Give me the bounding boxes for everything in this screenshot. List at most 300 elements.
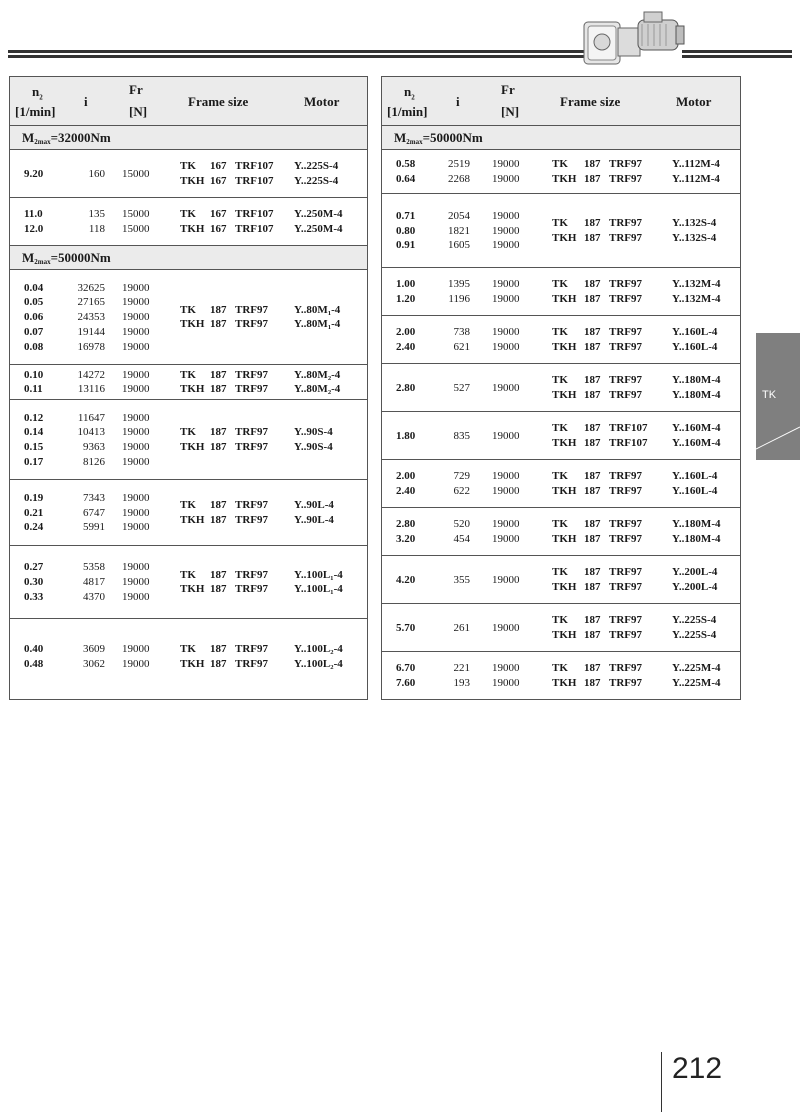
frame-model: TRF97 [609,614,642,627]
frame-number: 187 [584,566,601,579]
frame-number: 187 [584,422,601,435]
ratio-value: 16978 [77,340,105,353]
table-row-group [10,198,367,246]
fr-value-column [492,517,520,546]
frame-type: TKH [552,292,577,305]
fr-value: 19000 [122,426,150,439]
motor-value: Y..100L₁-4 [294,583,343,596]
frame-number: 187 [584,326,601,339]
section-prefix: M [22,130,35,145]
frame-size-column [180,159,274,188]
frame-size-column [180,303,268,332]
n2-value-column [396,277,415,306]
motor-value: Y..90S-4 [294,440,333,453]
table-row-group [10,365,367,400]
frame-model: TRF97 [609,217,642,230]
table-row-group [382,268,740,316]
ratio-value: 520 [453,518,470,531]
frame-type: TK [552,217,568,230]
fr-value: 19000 [122,383,150,396]
section-value: =32000Nm [50,130,111,145]
fr-value: 19000 [492,532,520,545]
header-frame-size: Frame size [560,94,621,109]
motor-value: Y..225S-4 [294,160,339,173]
fr-value-column [492,209,520,253]
header-n2-subscript: 2 [39,93,43,102]
header-motor: Motor [676,94,712,109]
motor-value: Y..160M-4 [672,422,721,435]
fr-value-column [492,325,520,354]
n2-value-column [24,281,43,354]
frame-type: TK [180,568,196,581]
header-n2-unit: [1/min] [387,104,428,119]
frame-size-column [552,469,642,498]
section-value: =50000Nm [422,130,483,145]
n2-value-column [24,207,43,236]
ratio-value-column [454,517,471,546]
fr-value-column [122,368,150,397]
section-prefix: M [394,130,407,145]
ratio-value: 221 [453,662,470,675]
frame-type: TKH [552,231,577,244]
frame-size-entry [180,159,274,174]
frame-type: TK [552,326,568,339]
n2-value: 0.27 [24,561,44,574]
frame-size-column [552,373,642,402]
frame-model: TRF97 [609,532,642,545]
motor-column [294,159,338,188]
header-i: i [84,94,88,109]
header-fr-unit: [N] [501,104,520,119]
motor-value: Y..160M-4 [672,436,721,449]
table-row-group [10,400,367,480]
motor-column [294,207,342,236]
fr-value: 19000 [122,340,150,353]
frame-number: 187 [584,532,601,545]
n2-value: 0.64 [396,172,416,185]
motor-column [672,469,717,498]
frame-number: 187 [584,628,601,641]
fr-value-column [492,573,520,588]
frame-number: 167 [210,208,227,221]
frame-size-entry [552,565,642,580]
fr-value-column [492,277,520,306]
fr-value: 19000 [492,158,520,171]
frame-size-column [180,642,268,671]
ratio-value: 8126 [83,455,105,468]
ratio-value: 27165 [77,296,105,309]
frame-size-entry [180,568,268,583]
fr-value: 19000 [122,325,150,338]
n2-value: 0.30 [24,576,44,589]
frame-type: TKH [552,340,577,353]
n2-value: 7.60 [396,676,416,689]
n2-value: 0.12 [24,411,44,424]
n2-value-column [396,469,415,498]
frame-size-entry [552,613,642,628]
motor-column [672,277,720,306]
header-n2-unit: [1/min] [15,104,56,119]
frame-model: TRF97 [609,326,642,339]
fr-value: 19000 [122,643,150,656]
fr-value-column [492,429,520,444]
motor-value: Y..225M-4 [672,662,721,675]
ratio-value-column [454,325,471,354]
fr-value: 19000 [492,621,520,634]
left-table [9,76,368,700]
frame-size-column [180,368,268,397]
frame-type: TKH [180,318,205,331]
motor-value: Y..160L-4 [672,326,718,339]
frame-type: TKH [552,172,577,185]
frame-size-entry [180,498,268,513]
n2-value: 0.40 [24,643,44,656]
header-frame-size: Frame size [188,94,249,109]
frame-number: 187 [584,436,601,449]
fr-value: 19000 [122,521,150,534]
motor-value: Y..80M₂-4 [294,368,341,381]
section-subscript: 2max [34,138,51,146]
ratio-value: 193 [453,676,470,689]
fr-value: 19000 [492,573,520,586]
frame-size-entry [552,436,648,451]
frame-model: TRF97 [609,292,642,305]
fr-value: 19000 [492,239,520,252]
frame-model: TRF107 [235,208,274,221]
motor-column [294,642,343,671]
frame-size-entry [180,222,274,237]
frame-type: TK [180,368,196,381]
frame-model: TRF107 [609,422,648,435]
n2-value: 2.40 [396,484,416,497]
frame-number: 187 [210,440,227,453]
frame-number: 167 [210,160,227,173]
n2-value-column [396,157,415,186]
header-rule-lower [8,55,588,58]
n2-value-column [24,491,43,535]
fr-value: 19000 [492,209,520,222]
fr-value-column [492,381,520,396]
n2-value: 0.17 [24,455,44,468]
frame-model: TRF97 [609,340,642,353]
motor-column [672,565,717,594]
fr-value: 15000 [122,208,150,221]
frame-number: 187 [210,303,227,316]
frame-type: TKH [552,580,577,593]
frame-size-column [552,661,642,690]
frame-model: TRF97 [609,662,642,675]
frame-size-entry [180,657,268,672]
fr-value: 19000 [122,368,150,381]
frame-model: TRF97 [609,158,642,171]
ratio-value: 9363 [83,440,105,453]
section-value: =50000Nm [50,250,111,265]
fr-value-column [492,661,520,690]
frame-model: TRF97 [609,374,642,387]
n2-value-column [24,368,43,397]
ratio-value-column [448,277,470,306]
frame-size-entry [180,642,268,657]
frame-model: TRF97 [609,676,642,689]
fr-value: 19000 [492,340,520,353]
ratio-value: 135 [88,208,105,221]
fr-value: 19000 [122,561,150,574]
frame-number: 167 [210,174,227,187]
header-n2: $n_2$ [32,84,43,102]
frame-model: TRF107 [235,222,274,235]
frame-size-entry [552,517,642,532]
ratio-value-column [454,381,471,396]
fr-value-column [122,281,150,354]
ratio-value: 1821 [448,224,470,237]
n2-value: 9.20 [24,167,44,180]
table-row-group [382,604,740,652]
n2-value: 0.91 [396,239,416,252]
fr-value: 19000 [122,281,150,294]
header-rule [8,50,588,53]
frame-number: 187 [584,470,601,483]
frame-type: TK [552,470,568,483]
frame-number: 187 [210,426,227,439]
frame-size-entry [552,469,642,484]
frame-size-column [552,216,642,245]
frame-size-column [552,277,642,306]
frame-number: 187 [210,583,227,596]
motor-value: Y..250M-4 [294,222,343,235]
frame-size-entry [552,231,642,246]
header-fr: Fr [501,82,515,97]
frame-number: 187 [210,657,227,670]
header-rule-right-lower [682,55,792,58]
motor-column [294,303,340,332]
n2-value: 0.48 [24,657,44,670]
n2-value: 0.58 [396,158,416,171]
fr-value: 19000 [122,411,150,424]
fr-value-column [122,642,150,671]
frame-model: TRF97 [609,388,642,401]
ratio-value: 160 [88,167,105,180]
frame-type: TK [180,426,196,439]
frame-size-entry [552,661,642,676]
n2-value: 0.08 [24,340,44,353]
frame-type: TK [552,158,568,171]
motor-value: Y..80M₁-4 [294,303,341,316]
section-heading [10,126,367,150]
ratio-value-column [454,573,471,588]
frame-size-column [552,157,642,186]
motor-column [672,157,720,186]
fr-value: 19000 [492,470,520,483]
frame-model: TRF97 [235,657,268,670]
frame-model: TRF97 [609,484,642,497]
frame-type: TKH [180,222,205,235]
header-rule-right [682,50,792,53]
frame-type: TK [180,160,196,173]
n2-value: 1.80 [396,429,416,442]
frame-size-entry [180,317,268,332]
motor-value: Y..80M₁-4 [294,318,341,331]
motor-value: Y..112M-4 [672,172,720,185]
frame-model: TRF97 [609,580,642,593]
frame-type: TKH [552,676,577,689]
ratio-value: 1196 [448,292,470,305]
page-number: 212 [672,1052,723,1085]
frame-type: TK [180,208,196,221]
frame-model: TRF97 [235,583,268,596]
frame-type: TKH [552,484,577,497]
n2-value: 0.10 [24,368,44,381]
motor-value: Y..132S-4 [672,231,717,244]
n2-value: 0.15 [24,440,44,453]
motor-value: Y..132S-4 [672,217,717,230]
frame-type: TK [552,422,568,435]
frame-number: 187 [584,388,601,401]
fr-value-column [492,157,520,186]
frame-type: TK [552,614,568,627]
ratio-value: 4370 [83,590,105,603]
frame-model: TRF97 [235,440,268,453]
fr-value: 19000 [122,491,150,504]
frame-model: TRF97 [235,383,268,396]
frame-number: 187 [584,158,601,171]
ratio-value-column [454,661,471,690]
frame-size-entry [552,340,642,355]
frame-model: TRF107 [235,160,274,173]
ratio-value: 621 [453,340,470,353]
page-number-rule [661,1052,662,1112]
fr-value: 15000 [122,222,150,235]
frame-type: TK [552,278,568,291]
motor-value: Y..225S-4 [294,174,339,187]
frame-number: 187 [584,217,601,230]
motor-column [672,517,720,546]
frame-number: 167 [210,222,227,235]
fr-value: 19000 [492,484,520,497]
table-row-group [10,270,367,365]
header-motor: Motor [304,94,340,109]
table-row-group [382,652,740,700]
fr-value: 19000 [122,296,150,309]
ratio-value-column [78,281,106,354]
motor-value: Y..132M-4 [672,292,721,305]
ratio-value: 622 [453,484,470,497]
frame-model: TRF107 [609,436,648,449]
fr-value-column [122,411,150,470]
motor-value: Y..80M₂-4 [294,383,341,396]
ratio-value-column [454,469,471,498]
frame-size-entry [180,207,274,222]
frame-size-entry [552,216,642,231]
header-fr: Fr [129,82,143,97]
n2-value: 2.00 [396,326,416,339]
motor-column [672,325,717,354]
frame-size-entry [552,388,642,403]
motor-value: Y..180M-4 [672,374,721,387]
ratio-value: 118 [88,222,105,235]
ratio-value: 1395 [448,278,470,291]
frame-size-entry [552,628,642,643]
n2-value: 2.80 [396,381,416,394]
ratio-value: 13116 [77,383,105,396]
frame-number: 187 [210,643,227,656]
fr-value: 19000 [122,506,150,519]
frame-model: TRF107 [235,174,274,187]
ratio-value: 355 [453,573,470,586]
fr-value-column [122,560,150,604]
table-header [382,77,740,126]
frame-number: 187 [210,499,227,512]
motor-value: Y..90L-4 [294,513,334,526]
frame-size-column [180,568,268,597]
ratio-value: 261 [453,621,470,634]
n2-value: 0.14 [24,426,44,439]
ratio-value: 729 [453,470,470,483]
n2-value: 0.06 [24,311,44,324]
frame-size-entry [552,292,642,307]
ratio-value: 527 [453,381,470,394]
frame-type: TK [552,374,568,387]
motor-value: Y..132M-4 [672,278,721,291]
fr-value: 19000 [492,662,520,675]
ratio-value-column [83,642,105,671]
motor-value: Y..250M-4 [294,208,343,221]
fr-value: 19000 [492,518,520,531]
n2-value-column [24,411,43,470]
n2-value-column [24,560,43,604]
motor-value: Y..180M-4 [672,532,721,545]
n2-value: 1.20 [396,292,416,305]
ratio-value: 5991 [83,521,105,534]
frame-number: 187 [584,292,601,305]
n2-value-column [396,661,415,690]
frame-model: TRF97 [609,566,642,579]
frame-type: TKH [552,628,577,641]
n2-value: 6.70 [396,662,416,675]
right-table [381,76,741,700]
header-fr-unit: [N] [129,104,148,119]
fr-value: 19000 [122,455,150,468]
n2-value-column [396,517,415,546]
gear-motor-illustration [578,8,688,68]
frame-number: 187 [584,374,601,387]
motor-value: Y..225S-4 [672,628,717,641]
frame-size-column [180,425,268,454]
section-subscript: 2max [406,138,423,146]
motor-column [672,373,720,402]
fr-value-column [492,621,520,636]
section-heading [382,126,740,150]
ratio-value: 835 [453,429,470,442]
ratio-value: 7343 [83,491,105,504]
motor-value: Y..112M-4 [672,158,720,171]
ratio-value: 6747 [83,506,105,519]
motor-value: Y..180M-4 [672,388,721,401]
frame-size-column [552,613,642,642]
frame-model: TRF97 [609,172,642,185]
ratio-value: 3062 [83,657,105,670]
frame-model: TRF97 [235,303,268,316]
frame-type: TKH [180,383,205,396]
n2-value-column [24,642,43,671]
ratio-value: 738 [453,326,470,339]
table-row-group [10,480,367,546]
header-n2: $n_2$ [404,84,415,102]
frame-size-entry [180,382,268,397]
header-i: i [456,94,460,109]
n2-value-column [396,429,415,444]
motor-value: Y..180M-4 [672,518,721,531]
frame-type: TKH [180,440,205,453]
